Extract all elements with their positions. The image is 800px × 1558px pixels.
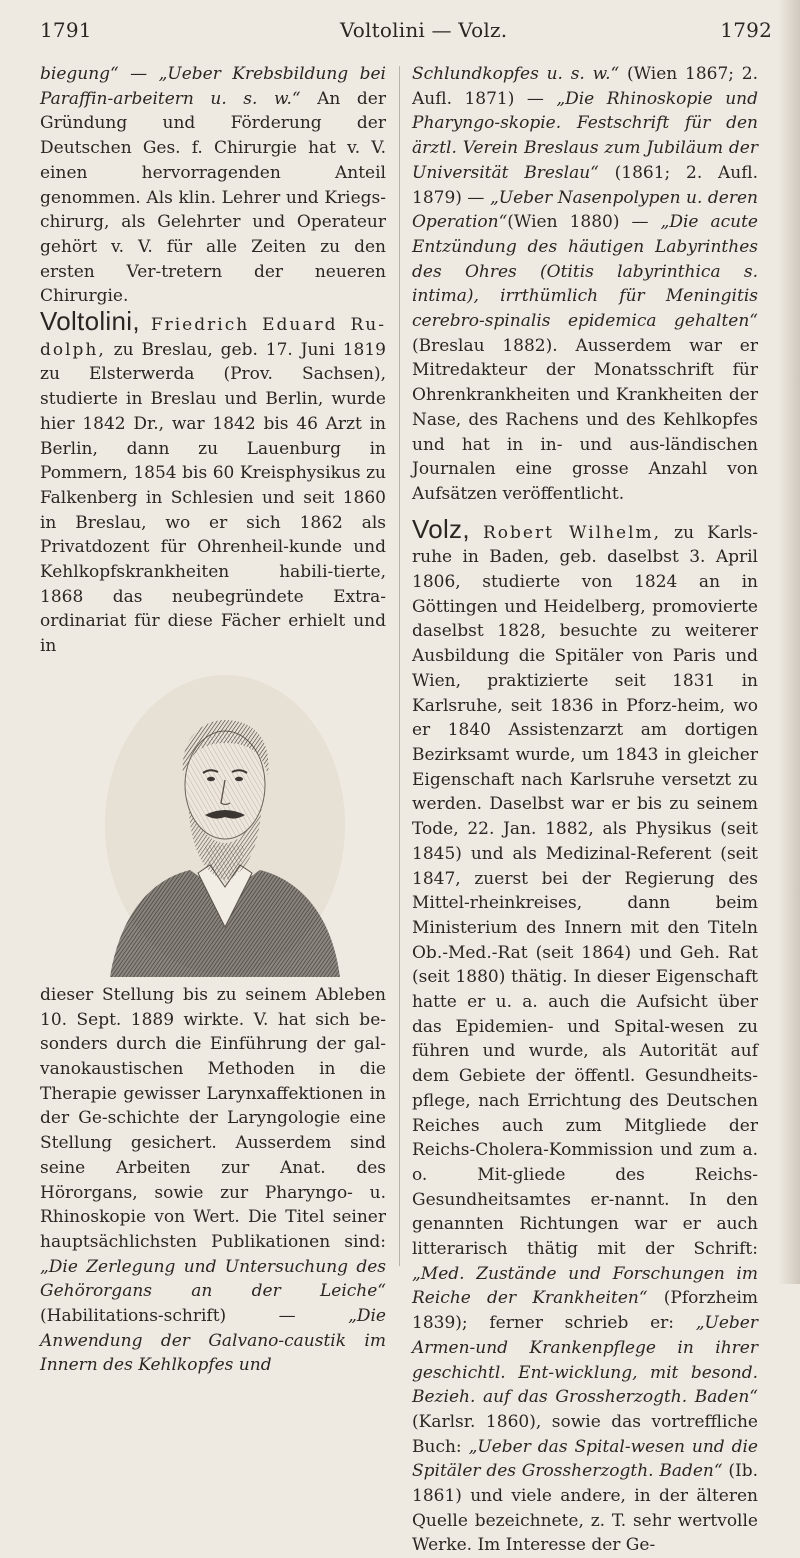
entry-volz [412,513,759,1558]
running-title: Voltolini — Volz. [340,18,508,42]
left-column [40,62,386,1378]
portrait-voltolini [40,665,386,977]
entry-name: Voltolini, [40,306,140,337]
italic-title: „Die Zerlegung und Untersuchung des Gehörorgans an der Leiche“ [40,1256,386,1302]
left-page-number: 1791 [40,18,92,42]
italic-title: „Ueber das Spital-wesen und die Spitäler des Grossherzogth. Baden“ [412,1436,758,1482]
italic-title: biegung“ — „Ueber Krebsbildung bei Paraffin-arbeitern u. s. w.“ [40,64,386,109]
italic-title: „Ueber Nasenpolypen u. deren Operation“ [412,187,758,233]
body-text: zu Karls-ruhe in Baden, geb. daselbst 3. April 1806, studierte von 1824 an in Göttingen und Heidelberg, promovierte daselbst 1828, besuchte zu weiterer Ausbildung die Spitäler von Paris und Wien, praktizierte seit 1831 in Karlsruhe, seit 1836 in Pforz-heim, wo er 1840 Assistenzarzt am dortigen Bezirksamt wurde, um 1843 in gleicher Eigenschaft nach Karlsruhe versetzt zu werden. Daselbst war er bis zu seinem Tode, 22. Jan. 1882, als Physikus (seit 1845) und als Medizinal-Referent (seit 1847, zuerst bei der Regierung des Mittel-rheinkreises, dann beim Ministerium des Innern mit den Titeln Ob.-Med.-Rat (seit 1864) und Geh. Rat (seit 1880) thätig. In dieser Eigenschaft hatte er u. a. auch die Aufsicht über das Epidemien- und Spital-wesen zu führen und wurde, als Autorität auf dem Gebiete der öffentl. Gesundheits-pflege, nach Errichtung des Deutschen Reiches auch zum Mitgliede der Reichs-Cholera-Kommission und zum a. o. Mit-gliede des Reichs-Gesundheitsamtes er-nannt. In den genannten Richtungen war er auch litterarisch thätig mit der Schrift: [412,522,759,1260]
entry-name: Volz, [412,513,470,544]
continued-paragraph [412,62,758,507]
entry-forenames: Robert Wilhelm, [482,522,662,543]
body-text: (Breslau 1882). Ausserdem war er Mitredakteur der Monatsschrift für Ohrenkrankheiten und Krankheiten der Nase, des Rachens und des Kehlkopfes und hat in in- und aus-ländischen Journalen eine grosse Anzahl von Aufsätzen veröffentlicht. [412,335,758,504]
body-text: dieser Stellung bis zu seinem Ableben 10. Sept. 1889 wirkte. V. hat sich be-sonders durch die Einführung der gal-vanokaustischen Methoden in die Therapie gewisser Larynxaffektionen in der Ge-schichte der Laryngologie eine Stellung gesichert. Ausserdem sind seine Arbeiten zur Anat. des Hörorgans, sowie zur Pharyngo- u. Rhinoskopie von Wert. Die Titel seiner hauptsächlichsten Publikationen sind: [40,984,386,1252]
body-text: (1861; 2. Aufl. 1879) — [412,162,758,208]
italic-title: „Med. Zustände und Forschungen im Reiche der Krankheiten“ [412,1263,758,1309]
body-text: An der Gründung und Förderung der Deutschen Ges. f. Chirurgie hat v. V. einen hervorragenden Anteil genommen. Als klin. Lehrer und Kriegs-chirurg, als Gelehrter und Operateur gehört v. V. für alle Zeiten zu den ersten Ver-tretern der neueren Chirurgie. [40,88,386,307]
body-text: (Wien 1880) — [507,212,661,233]
italic-title: „Ueber Armen-und Krankenpflege in ihrer geschichtl. Ent-wicklung, mit besond. Bezieh. auf das Grossherzogth. Baden“ [412,1313,758,1408]
body-text: (Karlsr. 1860), sowie das vortreffliche Buch: [412,1411,758,1457]
body-text: (Ib. 1861) und viele andere, in der älteren Quelle bezeichnete, z. T. sehr wertvolle Werke. Im Interesse der Ge- [412,1461,758,1556]
body-text: zu Breslau, geb. 17. Juni 1819 zu Elsterwerda (Prov. Sachsen), studierte in Breslau und Berlin, wurde hier 1842 Dr., war 1842 bis 46 Arzt in Berlin, dann zu Lauenburg in Pommern, 1854 bis 60 Kreisphysikus zu Falkenberg in Schlesien und seit 1860 in Breslau, wo er sich 1862 als Privatdozent für Ohrenheil-kunde und Kehlkopfskrankheiten habili-tierte, 1868 das neubegründete Extra-ordinariat für diese Fächer erhielt und in [40,339,386,657]
running-header [40,18,772,54]
right-column [412,62,758,1558]
continued-paragraph [40,62,386,309]
page-edge-shadow [778,0,800,1284]
italic-title: „Die acute Entzündung des häutigen Labyrinthes des Ohres (Otitis labyrinthica s. intima), irrthümlich für Meningitis cerebro-spinalis epidemica gehalten“ [412,212,758,332]
engraved-portrait-image [40,665,386,977]
right-page-number: 1792 [720,18,772,42]
entry-voltolini [40,306,386,659]
body-text: (Wien 1867; 2. Aufl. 1871) — [412,64,758,109]
entry-forenames: Friedrich Eduard Ru-dolph, [40,315,386,360]
italic-title: „Die Rhinoskopie und Pharyngo-skopie. Festschrift für den ärztl. Verein Breslaus zum Jubiläum der Universität Breslau“ [412,88,758,183]
italic-title: Schlundkopfes u. s. w.“ [412,64,620,84]
italic-title: „Die Anwendung der Galvano-caustik im Innern des Kehlkopfes und [40,1306,386,1376]
continued-paragraph [40,983,386,1378]
body-text: (Pforzheim 1839); ferner schrieb er: [412,1288,758,1334]
body-text: (Habilitations-schrift) — [40,1306,349,1327]
column-divider [399,66,400,1266]
